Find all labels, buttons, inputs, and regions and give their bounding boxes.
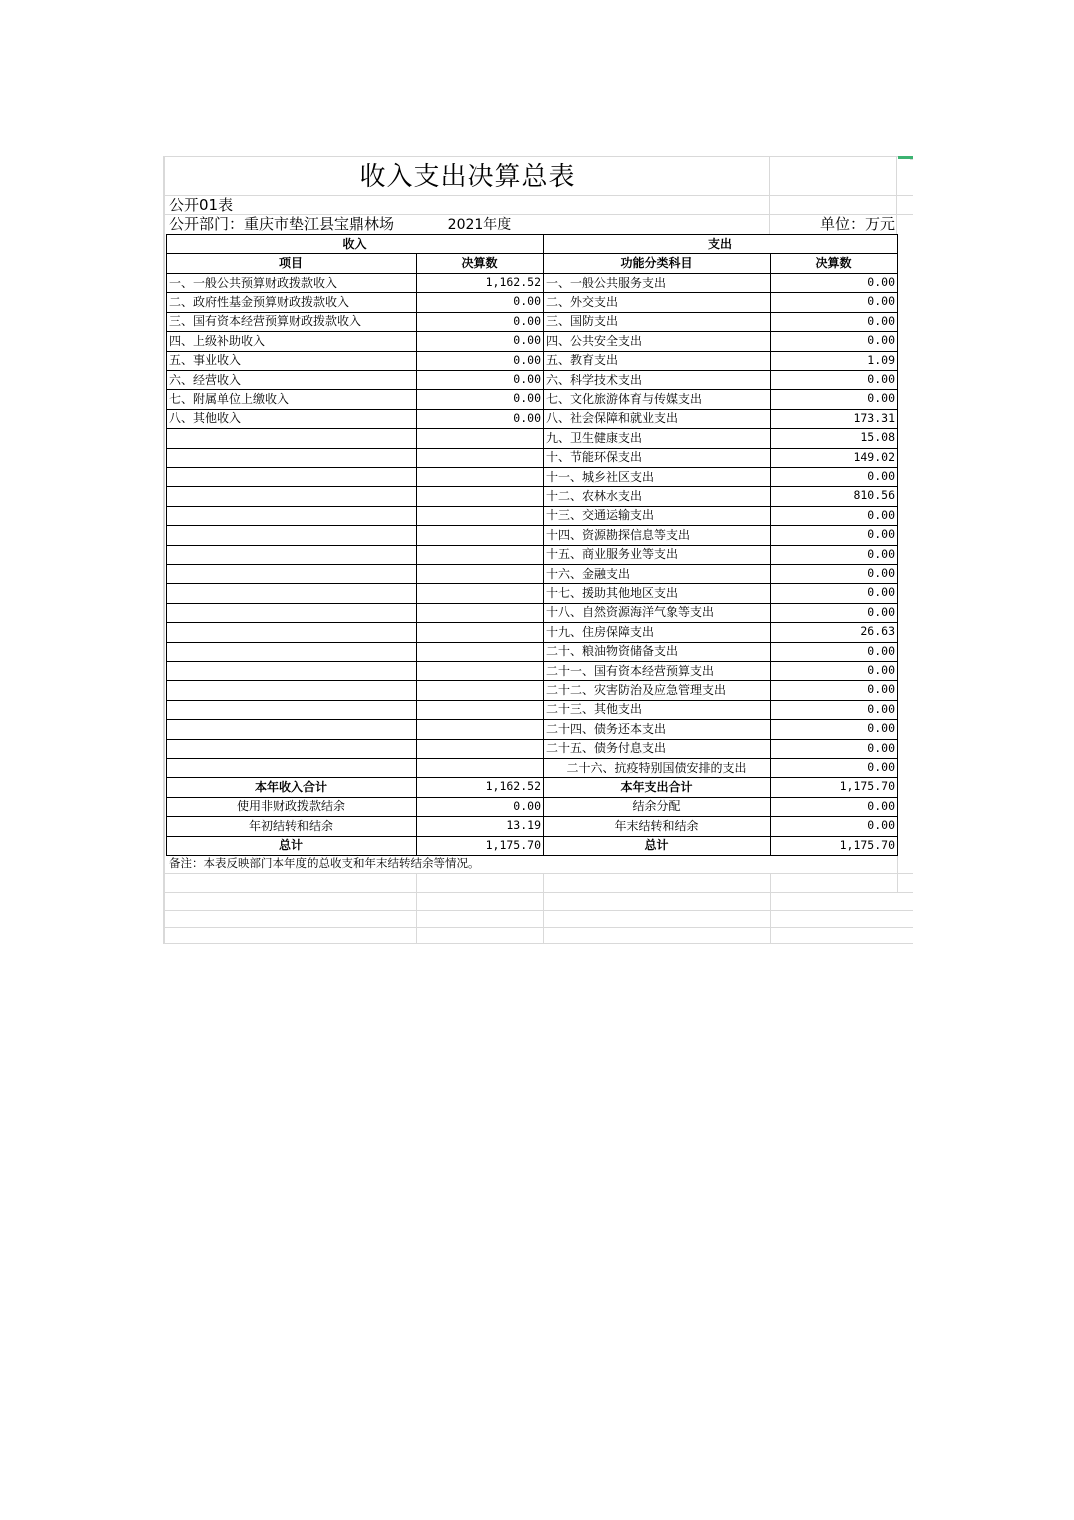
expense-item: 十一、城乡社区支出 — [546, 469, 655, 484]
expense-amount: 0.00 — [867, 740, 895, 755]
income-amount — [416, 700, 543, 719]
grid-line — [166, 622, 897, 623]
income-item — [166, 700, 416, 719]
income-header: 收入 — [342, 236, 367, 251]
expense-amount: 0.00 — [867, 371, 895, 386]
grid-line — [416, 873, 417, 944]
income-amount — [416, 545, 543, 564]
income-amount: 0.00 — [513, 313, 541, 328]
summary-income-amount: 13.19 — [506, 818, 541, 833]
grid-line — [166, 777, 897, 778]
income-amount: 1,162.52 — [485, 274, 541, 289]
summary-expense-amount: 0.00 — [867, 818, 895, 833]
form-number: 公开01表 — [169, 196, 234, 214]
income-item — [166, 680, 416, 699]
column-income-amount: 决算数 — [461, 256, 498, 270]
unit-label: 单位：万元 — [819, 215, 895, 233]
income-amount — [416, 525, 543, 544]
income-item — [166, 642, 416, 661]
summary-expense-item: 总计 — [644, 838, 669, 853]
grid-line — [163, 195, 913, 196]
income-amount — [416, 642, 543, 661]
grid-line — [163, 927, 913, 928]
expense-amount: 0.00 — [867, 391, 895, 406]
summary-income-amount: 1,162.52 — [485, 779, 541, 794]
summary-income-amount: 0.00 — [513, 798, 541, 813]
income-item — [166, 622, 416, 641]
grid-line — [166, 273, 897, 274]
column-item: 项目 — [278, 256, 303, 270]
grid-line — [166, 583, 897, 584]
summary-income-item: 总计 — [278, 838, 303, 853]
grid-line — [166, 234, 167, 856]
income-amount — [416, 739, 543, 758]
expense-amount: 0.00 — [867, 721, 895, 736]
grid-line — [166, 312, 897, 313]
grid-line — [166, 351, 897, 352]
income-amount: 0.00 — [513, 371, 541, 386]
income-item — [166, 583, 416, 602]
summary-expense-amount: 1,175.70 — [839, 779, 895, 794]
grid-line — [166, 545, 897, 546]
expense-item: 十八、自然资源海洋气象等支出 — [546, 605, 715, 620]
grid-line — [166, 855, 897, 856]
income-item — [166, 603, 416, 622]
grid-line — [163, 156, 165, 944]
expense-item: 二、外交支出 — [546, 295, 619, 310]
expense-item: 十七、援助其他地区支出 — [546, 586, 679, 601]
summary-expense-amount: 1,175.70 — [839, 837, 895, 852]
department-name: 公开部门：重庆市垫江县宝鼎林场 — [169, 215, 395, 233]
expense-item: 一、一般公共服务支出 — [546, 275, 667, 290]
income-item — [166, 486, 416, 505]
income-amount — [416, 428, 543, 447]
grid-line — [166, 467, 897, 468]
grid-line — [166, 234, 897, 235]
grid-line — [897, 854, 898, 892]
expense-amount: 0.00 — [867, 565, 895, 580]
income-item — [166, 564, 416, 583]
expense-amount: 0.00 — [867, 527, 895, 542]
income-amount — [416, 661, 543, 680]
income-amount — [416, 564, 543, 583]
summary-expense-item: 结余分配 — [632, 799, 681, 814]
grid-line — [163, 910, 913, 911]
expense-item: 十六、金融支出 — [546, 566, 631, 581]
grid-line — [166, 836, 897, 837]
expense-amount: 15.08 — [860, 430, 895, 445]
expense-amount: 0.00 — [867, 546, 895, 561]
income-amount — [416, 467, 543, 486]
grid-line — [897, 234, 898, 856]
expense-item: 二十五、债务付息支出 — [546, 741, 667, 756]
grid-line — [166, 661, 897, 662]
expense-amount: 0.00 — [867, 313, 895, 328]
income-amount: 0.00 — [513, 352, 541, 367]
expense-amount: 0.00 — [867, 294, 895, 309]
income-amount — [416, 486, 543, 505]
income-amount — [416, 506, 543, 525]
expense-amount: 0.00 — [867, 701, 895, 716]
grid-line — [166, 331, 897, 332]
expense-item: 十二、农林水支出 — [546, 489, 643, 504]
expense-amount: 0.00 — [867, 604, 895, 619]
grid-line — [166, 448, 897, 449]
expense-amount: 149.02 — [853, 449, 895, 464]
grid-line — [770, 253, 771, 856]
expense-item: 二十三、其他支出 — [546, 702, 643, 717]
grid-line — [543, 873, 544, 944]
expense-amount: 26.63 — [860, 624, 895, 639]
summary-expense-amount: 0.00 — [867, 798, 895, 813]
expense-item: 八、社会保障和就业支出 — [546, 411, 679, 426]
grid-line — [166, 603, 897, 604]
expense-amount: 0.00 — [867, 507, 895, 522]
income-item — [166, 525, 416, 544]
expense-amount: 0.00 — [867, 274, 895, 289]
expense-item: 五、教育支出 — [546, 353, 619, 368]
column-function-category: 功能分类科目 — [620, 256, 693, 270]
spreadsheet-table — [163, 156, 913, 944]
income-item: 七、附属单位上缴收入 — [169, 392, 290, 407]
summary-expense-item: 年末结转和结余 — [614, 818, 699, 833]
expense-amount: 0.00 — [867, 682, 895, 697]
expense-item: 三、国防支出 — [546, 314, 619, 329]
income-item — [166, 467, 416, 486]
expense-item: 十三、交通运输支出 — [546, 508, 655, 523]
income-item: 四、上级补助收入 — [169, 333, 266, 348]
expense-header: 支出 — [707, 236, 732, 251]
expense-amount: 0.00 — [867, 643, 895, 658]
income-amount — [416, 603, 543, 622]
expense-item: 六、科学技术支出 — [546, 372, 643, 387]
grid-line — [166, 816, 897, 817]
income-item: 三、国有资本经营预算财政拨款收入 — [169, 314, 362, 329]
grid-line — [770, 873, 771, 944]
grid-line — [166, 719, 897, 720]
summary-income-item: 年初结转和结余 — [248, 818, 333, 833]
income-item — [166, 448, 416, 467]
grid-line — [166, 389, 897, 390]
expense-item: 四、公共安全支出 — [546, 333, 643, 348]
grid-line — [166, 797, 897, 798]
income-item: 五、事业收入 — [169, 353, 242, 368]
income-amount: 0.00 — [513, 391, 541, 406]
grid-line — [166, 253, 897, 254]
expense-amount: 0.00 — [867, 333, 895, 348]
expense-item: 二十一、国有资本经营预算支出 — [546, 663, 715, 678]
grid-line — [163, 214, 913, 215]
income-item: 二、政府性基金预算财政拨款收入 — [169, 295, 350, 310]
income-amount: 0.00 — [513, 294, 541, 309]
expense-item: 七、文化旅游体育与传媒支出 — [546, 392, 703, 407]
expense-item: 二十、粮油物资储备支出 — [546, 644, 679, 659]
grid-line — [166, 370, 897, 371]
expense-item: 十五、商业服务业等支出 — [546, 547, 679, 562]
income-amount: 0.00 — [513, 333, 541, 348]
grid-line — [166, 739, 897, 740]
footnote: 备注：本表反映部门本年度的总收支和年末结转结余等情况。 — [169, 855, 480, 870]
expense-amount: 0.00 — [867, 585, 895, 600]
grid-line — [163, 943, 913, 944]
grid-line — [166, 642, 897, 643]
expense-amount: 1.09 — [867, 352, 895, 367]
income-amount — [416, 758, 543, 777]
income-item — [166, 661, 416, 680]
income-amount — [416, 719, 543, 738]
grid-line — [166, 292, 897, 293]
expense-amount: 173.31 — [853, 410, 895, 425]
grid-line — [166, 486, 897, 487]
expense-item: 九、卫生健康支出 — [546, 430, 643, 445]
income-amount — [416, 583, 543, 602]
column-expense-amount: 决算数 — [815, 256, 852, 270]
income-item — [166, 719, 416, 738]
summary-expense-item: 本年支出合计 — [620, 780, 693, 795]
expense-item: 十九、住房保障支出 — [546, 624, 655, 639]
selection-marker — [898, 156, 913, 159]
grid-line — [166, 700, 897, 701]
table-title: 收入支出决算总表 — [359, 161, 576, 192]
expense-item: 二十四、债务还本支出 — [546, 721, 667, 736]
grid-line — [163, 892, 913, 893]
income-item — [166, 739, 416, 758]
fiscal-year: 2021年度 — [447, 216, 512, 233]
expense-item: 十四、资源勘探信息等支出 — [546, 527, 691, 542]
grid-line — [166, 564, 897, 565]
income-amount: 0.00 — [513, 410, 541, 425]
grid-line — [166, 428, 897, 429]
grid-line — [416, 253, 417, 856]
expense-item: 二十六、抗疫特别国债安排的支出 — [566, 760, 747, 775]
income-item — [166, 506, 416, 525]
grid-line — [163, 156, 913, 157]
income-item: 八、其他收入 — [169, 411, 242, 426]
income-item — [166, 545, 416, 564]
summary-income-amount: 1,175.70 — [485, 837, 541, 852]
expense-item: 十、节能环保支出 — [546, 450, 643, 465]
income-item — [166, 758, 416, 777]
income-amount — [416, 622, 543, 641]
expense-amount: 0.00 — [867, 662, 895, 677]
income-item: 一、一般公共预算财政拨款收入 — [169, 275, 338, 290]
expense-amount: 810.56 — [853, 488, 895, 503]
expense-amount: 0.00 — [867, 759, 895, 774]
income-amount — [416, 448, 543, 467]
summary-income-item: 使用非财政拨款结余 — [236, 799, 345, 814]
expense-amount: 0.00 — [867, 468, 895, 483]
grid-line — [543, 234, 544, 856]
expense-item: 二十二、灾害防治及应急管理支出 — [546, 683, 727, 698]
grid-line — [166, 525, 897, 526]
grid-line — [166, 409, 897, 410]
income-amount — [416, 680, 543, 699]
income-item: 六、经营收入 — [169, 372, 242, 387]
summary-income-item: 本年收入合计 — [254, 780, 327, 795]
grid-line — [163, 873, 913, 874]
income-item — [166, 428, 416, 447]
grid-line — [166, 680, 897, 681]
grid-line — [166, 758, 897, 759]
grid-line — [166, 506, 897, 507]
